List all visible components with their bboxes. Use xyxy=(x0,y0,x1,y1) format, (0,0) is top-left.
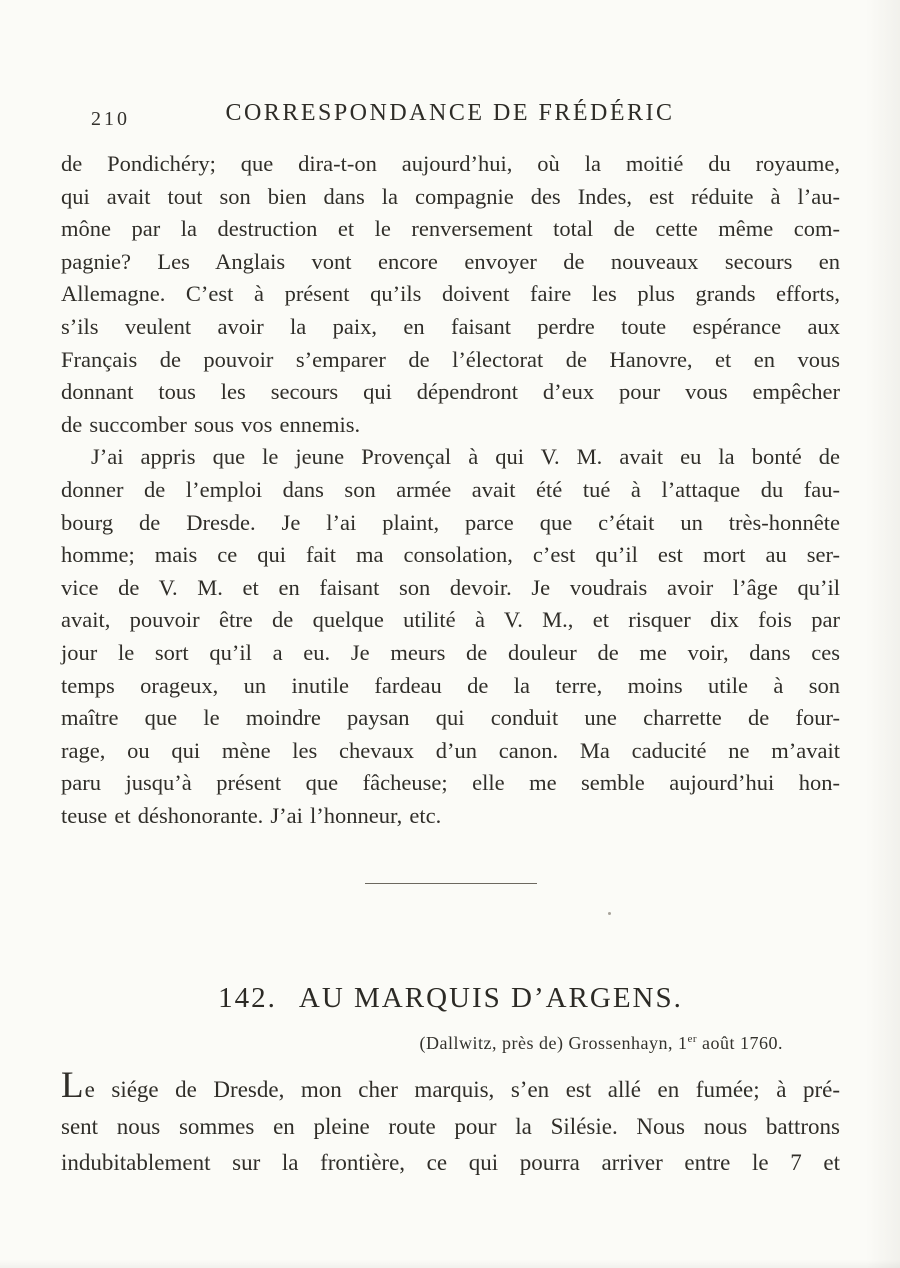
section-divider xyxy=(61,880,840,884)
page-number: 210 xyxy=(91,108,130,130)
text-line: paru jusqu’à présent que fâcheuse; elle me semble aujourd’hui hon- xyxy=(61,770,840,796)
letter-heading xyxy=(61,982,840,1015)
text-line: jour le sort qu’il a eu. Je meurs de douleur de me voir, dans ces xyxy=(61,639,840,665)
dateline-text: (Dallwitz, près de) Grossenhayn, 1 xyxy=(419,1033,688,1053)
letter-dateline xyxy=(61,1033,783,1054)
text-line: de Pondichéry; que dira-t-on aujourd’hui, où la moitié du royaume, xyxy=(61,151,840,176)
scan-speck xyxy=(608,912,611,915)
text-line-rest: e siége de Dresde, mon cher marquis, s’en est allé en fumée; à pré- xyxy=(84,1077,840,1102)
dateline-text-end: août 1760. xyxy=(697,1033,783,1053)
page-bottom-shade xyxy=(0,1260,900,1268)
page-header xyxy=(61,100,839,134)
letter-title: AU MARQUIS D’ARGENS. xyxy=(298,982,683,1014)
text-line: teuse et déshonorante. J’ai l’honneur, etc. xyxy=(61,802,442,828)
text-line: donner de l’emploi dans son armée avait été tué à l’attaque du fau- xyxy=(61,476,840,502)
text-line: pagnie? Les Anglais vont encore envoyer de nouveaux secours en xyxy=(61,248,840,274)
text-line: sent nous sommes en pleine route pour la Silésie. Nous nous battrons xyxy=(61,1113,840,1139)
text-line: rage, ou qui mène les chevaux d’un canon. Ma caducité ne m’avait xyxy=(61,737,840,763)
text-line: temps orageux, un inutile fardeau de la terre, moins utile à son xyxy=(61,672,840,698)
text-line: Allemagne. C’est à présent qu’ils doivent faire les plus grands efforts, xyxy=(61,281,840,307)
letter-opening xyxy=(61,1065,840,1182)
text-line: qui avait tout son bien dans la compagnie des Indes, est réduite à l’au- xyxy=(61,183,840,209)
running-header: CORRESPONDANCE DE FRÉDÉRIC xyxy=(225,100,675,126)
text-line: avait, pouvoir être de quelque utilité à V. M., et risquer dix fois par xyxy=(61,607,840,633)
text-line: vice de V. M. et en faisant son devoir. Je voudrais avoir l’âge qu’il xyxy=(61,574,840,600)
text-line: mône par la destruction et le renversement total de cette même com- xyxy=(61,216,840,242)
text-line: de succomber sous vos ennemis. xyxy=(61,411,361,437)
letter-body xyxy=(61,148,840,832)
text-line: J’ai appris que le jeune Provençal à qui V. M. avait eu la bonté de xyxy=(91,444,840,470)
dateline-ordinal: er xyxy=(687,1033,697,1045)
drop-cap-initial: L xyxy=(61,1065,85,1106)
text-line: s’ils veulent avoir la paix, en faisant perdre toute espérance aux xyxy=(61,313,840,339)
text-line: indubitablement sur la frontière, ce qui pourra arriver entre le 7 et xyxy=(61,1150,840,1175)
text-line xyxy=(61,1065,840,1109)
letter-number: 142. xyxy=(218,982,277,1014)
divider-rule xyxy=(365,883,537,884)
text-line: maître que le moindre paysan qui conduit une charrette de four- xyxy=(61,705,840,731)
page-edge-shade xyxy=(866,0,900,1268)
text-line: bourg de Dresde. Je l’ai plaint, parce que c’était un très-honnête xyxy=(61,509,840,535)
text-line: donnant tous les secours qui dépendront d’eux pour vous empêcher xyxy=(61,379,840,405)
text-line: homme; mais ce qui fait ma consolation, c’est qu’il est mort au ser- xyxy=(61,542,840,568)
text-line: Français de pouvoir s’emparer de l’électorat de Hanovre, et en vous xyxy=(61,346,840,372)
